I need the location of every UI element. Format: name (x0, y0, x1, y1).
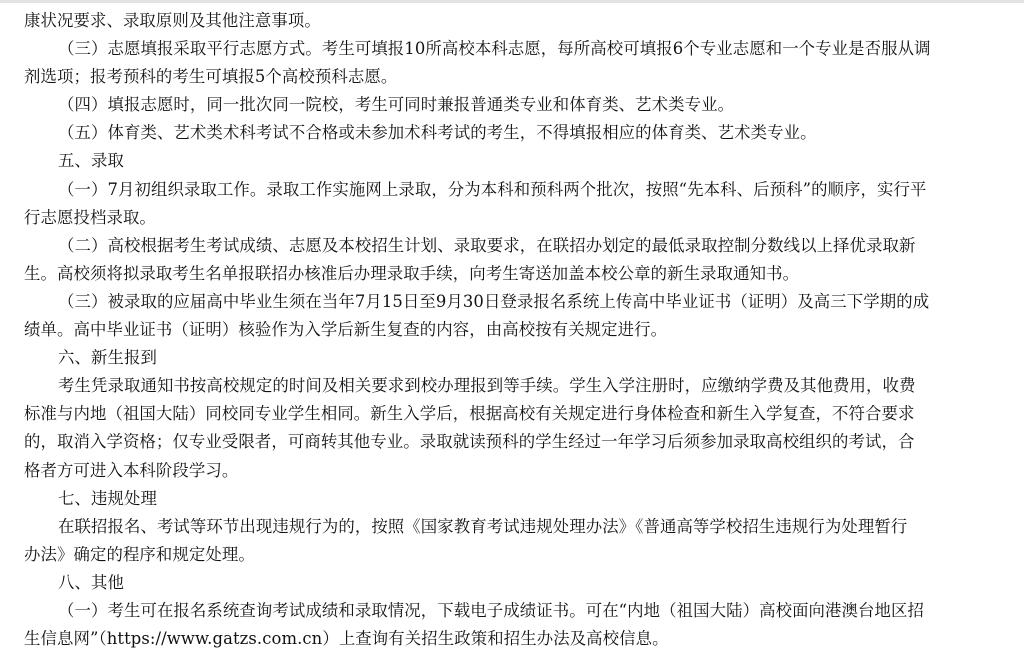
paragraph-line: 行志愿投档录取。 (24, 207, 156, 227)
paragraph-line: （五）体育类、艺术类术科考试不合格或未参加术科考试的考生，不得填报相应的体育类、艺术类专业。 (58, 123, 817, 143)
paragraph-line: 康状况要求、录取原则及其他注意事项。 (24, 11, 321, 30)
section-heading: 六、新生报到 (58, 348, 157, 368)
section-heading: 五、录取 (58, 151, 124, 171)
paragraph-line: 的，取消入学资格；仅专业受限者，可商转其他专业。录取就读预科的学生经过一年学习后须参加录取高校组织的考试，合 (24, 432, 915, 452)
paragraph-line: （三）志愿填报采取平行志愿方式。考生可填报10所高校本科志愿，每所高校可填报6个专业志愿和一个专业是否服从调 (58, 39, 931, 59)
section-heading: 八、其他 (58, 572, 124, 592)
paragraph-line: 标准与内地（祖国大陆）同校同专业学生相同。新生入学后，根据高校有关规定进行身体检查和新生入学复查，不符合要求 (24, 404, 915, 424)
document-body (24, 7, 992, 653)
paragraph-line: （二）高校根据考生考试成绩、志愿及本校招生计划、录取要求，在联招办划定的最低录取控制分数线以上择优录取新 (58, 235, 916, 255)
paragraph-line: 办法》确定的程序和规定处理。 (24, 544, 255, 564)
paragraph-line: 格者方可进入本科阶段学习。 (24, 460, 239, 480)
paragraph-line: （三）被录取的应届高中毕业生须在当年7月15日至9月30日登录报名系统上传高中毕业证书（证明）及高三下学期的成 (58, 291, 930, 311)
paragraph-line: 生信息网”（https://www.gatzs.com.cn）上查询有关招生政策和招生办法及高校信息。 (24, 629, 669, 649)
paragraph-line: 剂选项；报考预科的考生可填报5个高校预科志愿。 (24, 67, 398, 87)
paragraph-line: 在联招报名、考试等环节出现违规行为的，按照《国家教育考试违规处理办法》《普通高等学校招生违规行为处理暂行 (58, 516, 908, 536)
paragraph-line: 绩单。高中毕业证书（证明）核验作为入学后新生复查的内容，由高校按有关规定进行。 (24, 320, 668, 340)
paragraph-line: 生。高校须将拟录取考生名单报联招办核准后办理录取手续，向考生寄送加盖本校公章的新生录取通知书。 (24, 263, 800, 283)
paragraph-line: （一）7月初组织录取工作。录取工作实施网上录取，分为本科和预科两个批次，按照“先本科、后预科”的顺序，实行平 (58, 179, 927, 199)
paragraph-line: 考生凭录取通知书按高校规定的时间及相关要求到校办理报到等手续。学生入学注册时，应缴纳学费及其他费用，收费 (58, 376, 916, 396)
top-border (0, 0, 1024, 3)
paragraph-line: （一）考生可在报名系统查询考试成绩和录取情况，下载电子成绩证书。可在“内地（祖国大陆）高校面向港澳台地区招 (58, 600, 924, 620)
paragraph-line: （四）填报志愿时，同一批次同一院校，考生可同时兼报普通类专业和体育类、艺术类专业。 (58, 95, 735, 115)
section-heading: 七、违规处理 (58, 488, 157, 508)
